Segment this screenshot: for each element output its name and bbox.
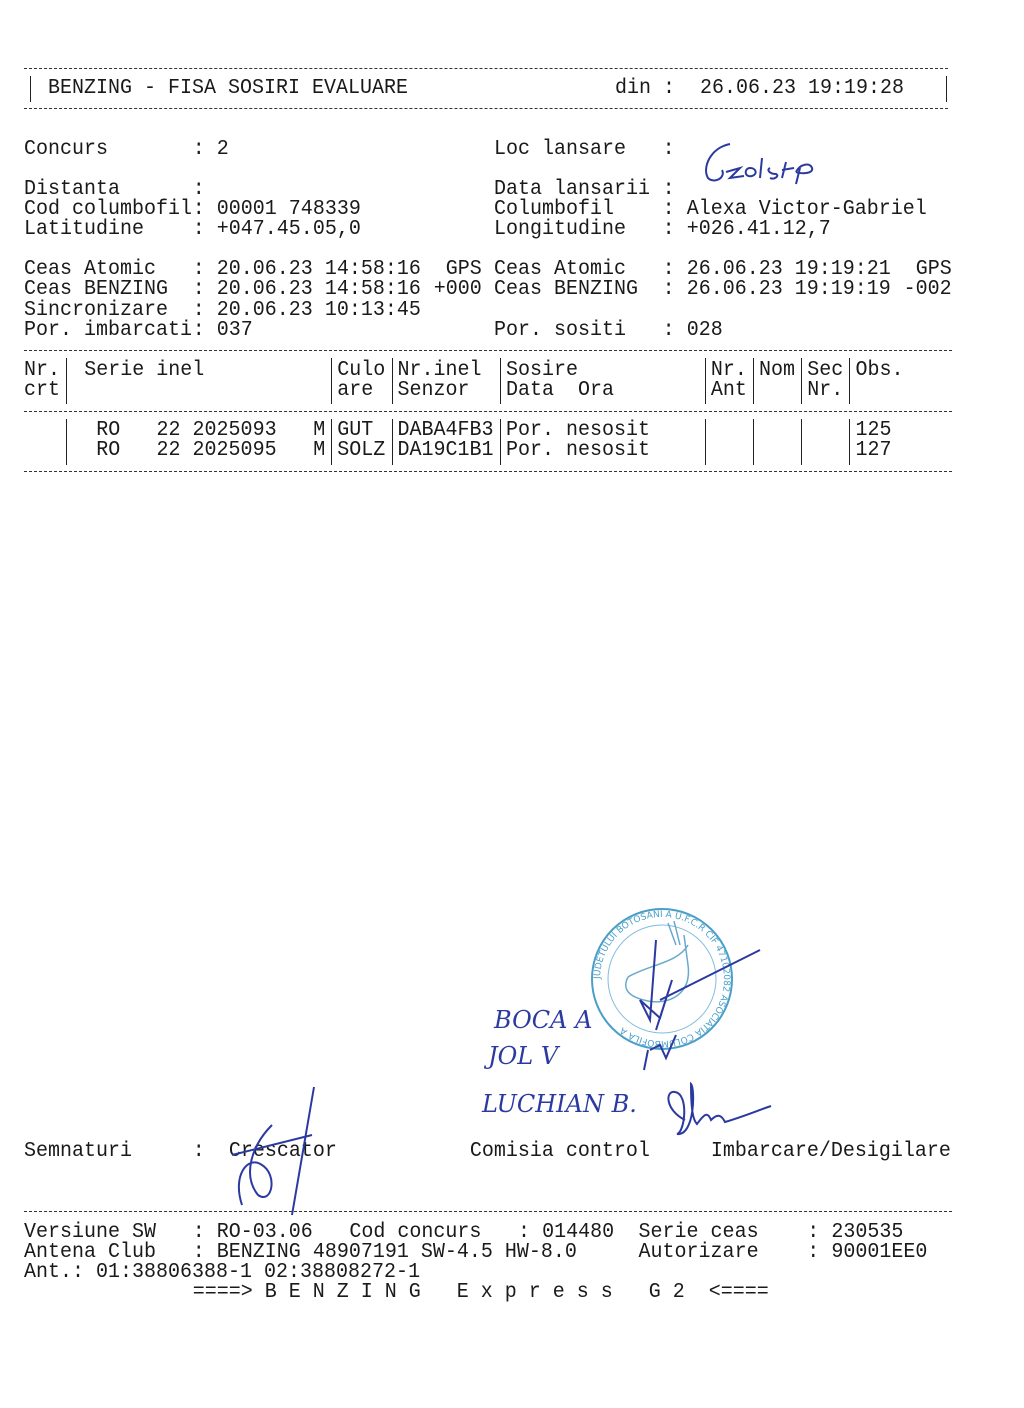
sep: :: [662, 137, 675, 162]
longitudine-label: Longitudine: [493, 217, 626, 242]
latitudine-value: +047.45.05,0: [216, 217, 361, 242]
cod-concurs-label: Cod concurs: [349, 1220, 482, 1245]
crescator-signature: [222, 1085, 322, 1225]
handwritten-name-3: LUCHIAN B.: [482, 1090, 637, 1118]
autorizare-label: Autorizare: [638, 1240, 759, 1265]
ceas-atomic-start-suffix: GPS: [445, 257, 482, 282]
sep: :: [192, 1139, 205, 1164]
sep: :: [662, 257, 675, 282]
ceas-benzing-end-value: 26.06.23 19:19:19: [686, 277, 891, 302]
table-header-cell: Serie inel: [84, 358, 205, 383]
ceas-benzing-end-label: Ceas BENZING: [493, 277, 638, 302]
din-label: din :: [615, 76, 676, 101]
loc-lansare-handwriting: [700, 138, 850, 188]
columbofil-value: Alexa Victor-Gabriel: [686, 197, 927, 222]
header-bottom-rule: [24, 108, 948, 109]
table-column-divider: [331, 358, 332, 404]
table-header-cell: Data Ora: [506, 378, 615, 403]
antena-club-label: Antena Club: [24, 1240, 157, 1265]
sep: :: [807, 1220, 820, 1245]
ceas-atomic-end-value: 26.06.23 19:19:21: [686, 257, 891, 282]
sep: :: [662, 217, 675, 242]
table-header-cell: Obs.: [855, 358, 904, 383]
table-cell-sex: M: [313, 418, 326, 443]
table-header-cell: Culo: [337, 358, 386, 383]
commission-signature-2: [655, 1080, 775, 1140]
ceas-benzing-start-offset: +000: [433, 277, 482, 302]
ceas-atomic-start-label: Ceas Atomic: [24, 257, 157, 282]
table-top-rule: [24, 350, 952, 351]
sep: :: [192, 318, 205, 343]
table-column-divider: [705, 358, 706, 404]
sep: :: [807, 1240, 820, 1265]
sep: :: [518, 1220, 531, 1245]
table-cell-sosire: Por. nesosit: [506, 438, 651, 463]
table-header-cell: Sosire: [506, 358, 579, 383]
table-header-cell: Nr.inel: [397, 358, 482, 383]
latitudine-label: Latitudine: [24, 217, 145, 242]
ceas-atomic-end-label: Ceas Atomic: [493, 257, 626, 282]
table-column-divider: [753, 419, 754, 465]
handwritten-name-1: BOCA A: [494, 1006, 593, 1034]
data-lansarii-label: Data lansarii: [493, 177, 650, 202]
sep: :: [192, 217, 205, 242]
antenna-info: Ant.: 01:38806388-1 02:38808272-1: [24, 1260, 421, 1285]
longitudine-value: +026.41.12,7: [686, 217, 831, 242]
table-header-cell: Nr.: [807, 378, 844, 403]
table-header-rule: [24, 411, 952, 412]
serie-ceas-label: Serie ceas: [638, 1220, 759, 1245]
table-column-divider: [66, 419, 67, 465]
table-header-cell: Nr.: [710, 358, 747, 383]
comisia-control-label: Comisia control: [469, 1139, 650, 1164]
sep: :: [192, 298, 205, 323]
header-right-border: [946, 76, 947, 102]
sincronizare-value: 20.06.23 10:13:45: [216, 298, 421, 323]
columbofil-label: Columbofil: [493, 197, 614, 222]
ceas-atomic-end-suffix: GPS: [915, 257, 952, 282]
sep: :: [192, 177, 205, 202]
ceas-benzing-start-value: 20.06.23 14:58:16: [216, 277, 421, 302]
table-header-cell: Nom: [759, 358, 796, 383]
page-title: BENZING - FISA SOSIRI EVALUARE: [48, 76, 409, 101]
table-header-cell: are: [337, 378, 374, 403]
table-header-cell: Sec: [807, 358, 844, 383]
svg-text:JUDETULUI BOTOSANI A U.F.C.R: JUDETULUI BOTOSANI A U.F.C.R CIF 47102082 ASOCIATIA COLUMBOFILA A: [592, 909, 732, 1049]
table-column-divider: [331, 419, 332, 465]
table-bottom-rule: [24, 471, 952, 472]
concurs-value: 2: [216, 137, 229, 162]
sep: :: [192, 197, 205, 222]
table-column-divider: [500, 419, 501, 465]
sep: :: [662, 177, 675, 202]
imbarcare-desigilare-label: Imbarcare/Desigilare: [710, 1139, 951, 1164]
ceas-atomic-start-value: 20.06.23 14:58:16: [216, 257, 421, 282]
handwritten-name-2: JOL V: [488, 1042, 559, 1070]
por-imbarcati-value: 037: [216, 318, 253, 343]
table-cell-obs: 127: [855, 438, 892, 463]
cod-concurs-value: 014480: [542, 1220, 615, 1245]
serie-ceas-value: 230535: [831, 1220, 904, 1245]
ceas-benzing-start-label: Ceas BENZING: [24, 277, 169, 302]
sep: :: [192, 1220, 205, 1245]
header-top-rule: [24, 68, 948, 69]
semnaturi-label: Semnaturi: [24, 1139, 133, 1164]
cod-columbofil-label: Cod columbofil: [24, 197, 193, 222]
table-cell-culoare: GUT: [337, 418, 374, 443]
cod-columbofil-value: 00001 748339: [216, 197, 361, 222]
table-column-divider: [392, 419, 393, 465]
commission-signature-1: [620, 930, 780, 1070]
table-cell-senzor: DABA4FB3: [397, 418, 494, 443]
sep: :: [192, 137, 205, 162]
table-cell-serie: 22 2025095: [156, 438, 277, 463]
ceas-benzing-end-offset: -002: [903, 277, 952, 302]
table-column-divider: [705, 419, 706, 465]
din-value: 26.06.23 19:19:28: [700, 76, 905, 101]
por-imbarcati-label: Por. imbarcati: [24, 318, 193, 343]
table-column-divider: [753, 358, 754, 404]
versiune-sw-value: RO-03.06: [216, 1220, 313, 1245]
sep: :: [192, 1240, 205, 1265]
sep: :: [192, 277, 205, 302]
sep: :: [662, 277, 675, 302]
table-column-divider: [849, 358, 850, 404]
table-column-divider: [500, 358, 501, 404]
sep: :: [662, 318, 675, 343]
table-cell-country: RO: [96, 418, 121, 443]
table-column-divider: [801, 358, 802, 404]
antena-club-value: BENZING 48907191 SW-4.5 HW-8.0: [216, 1240, 577, 1265]
table-column-divider: [801, 419, 802, 465]
crescator-label: Crescator: [228, 1139, 337, 1164]
autorizare-value: 90001EE0: [831, 1240, 928, 1265]
table-header-cell: Senzor: [397, 378, 470, 403]
por-sositi-value: 028: [686, 318, 723, 343]
versiune-sw-label: Versiune SW: [24, 1220, 157, 1245]
table-cell-serie: 22 2025093: [156, 418, 277, 443]
table-cell-obs: 125: [855, 418, 892, 443]
loc-lansare-label: Loc lansare: [493, 137, 626, 162]
table-cell-sex: M: [313, 438, 326, 463]
table-cell-culoare: SOLZ: [337, 438, 386, 463]
table-column-divider: [66, 358, 67, 404]
table-cell-senzor: DA19C1B1: [397, 438, 494, 463]
table-cell-country: RO: [96, 438, 121, 463]
sep: :: [192, 257, 205, 282]
footer-rule: [24, 1211, 952, 1212]
header-left-border: [30, 76, 31, 102]
table-header-cell: crt: [24, 378, 61, 403]
table-cell-sosire: Por. nesosit: [506, 418, 651, 443]
distanta-label: Distanta: [24, 177, 121, 202]
brand-line: ====> B E N Z I N G E x p r e s s G 2 <====: [192, 1280, 769, 1305]
concurs-label: Concurs: [24, 137, 109, 162]
table-column-divider: [392, 358, 393, 404]
sep: :: [662, 197, 675, 222]
table-column-divider: [849, 419, 850, 465]
sincronizare-label: Sincronizare: [24, 298, 169, 323]
table-header-cell: Ant: [710, 378, 747, 403]
por-sositi-label: Por. sositi: [493, 318, 626, 343]
table-header-cell: Nr.: [24, 358, 61, 383]
